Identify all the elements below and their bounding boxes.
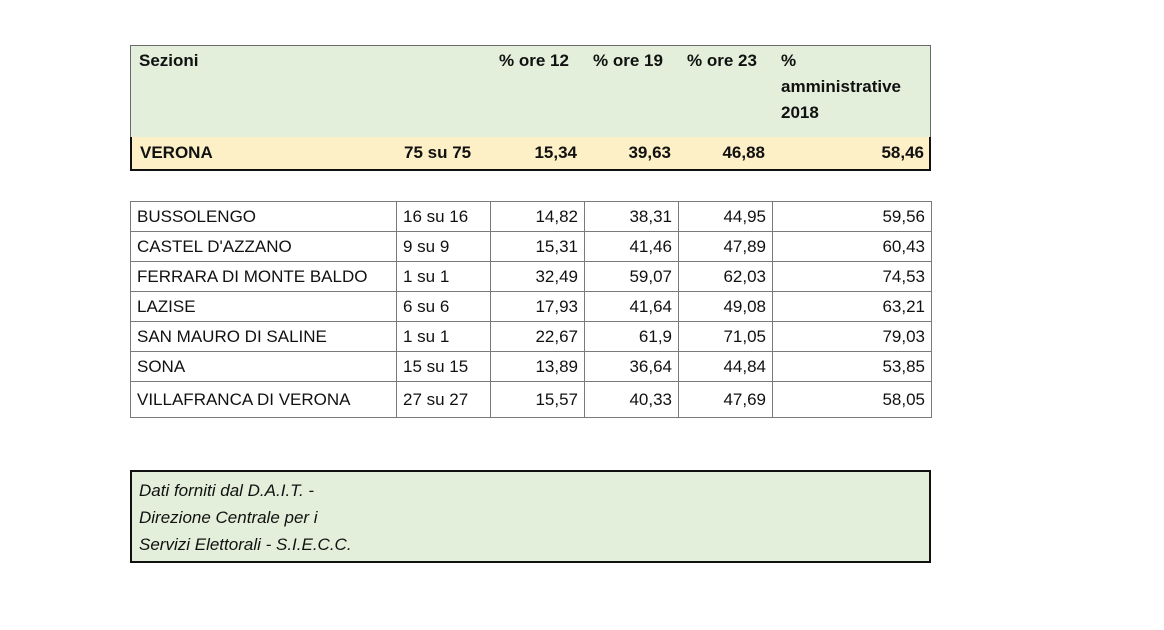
verona-ore23: 46,88 [722,143,765,162]
cell-sezioni: 1 su 1 [397,262,491,292]
cell-sezioni: 27 su 27 [397,382,491,418]
header-amm-line-2: amministrative [781,77,901,96]
cell-sezioni: 6 su 6 [397,292,491,322]
cell-amm2018: 60,43 [773,232,932,262]
verona-amm2018: 58,46 [881,143,924,162]
cell-comune: CASTEL D'AZZANO [131,232,397,262]
cell-ore12: 32,49 [491,262,585,292]
cell-ore23: 44,95 [679,202,773,232]
cell-ore12: 22,67 [491,322,585,352]
header-ore12: % ore 12 [499,51,569,70]
cell-comune: BUSSOLENGO [131,202,397,232]
cell-ore19: 38,31 [585,202,679,232]
header-ore19: % ore 19 [593,51,663,70]
verona-sezioni: 75 su 75 [404,143,472,162]
cell-amm2018: 74,53 [773,262,932,292]
cell-comune: VILLAFRANCA DI VERONA [131,382,397,418]
cell-sezioni: 9 su 9 [397,232,491,262]
table-row [131,262,932,292]
cell-ore12: 13,89 [491,352,585,382]
cell-ore19: 41,64 [585,292,679,322]
verona-ore19: 39,63 [628,143,671,162]
header-sezioni: Sezioni [139,51,199,70]
table-row [131,232,932,262]
cell-ore19: 36,64 [585,352,679,382]
header-amm-line-1: % [781,51,797,70]
table-row [131,322,932,352]
cell-sezioni: 15 su 15 [397,352,491,382]
cell-ore12: 14,82 [491,202,585,232]
cell-sezioni: 1 su 1 [397,322,491,352]
table-row [131,352,932,382]
cell-ore23: 71,05 [679,322,773,352]
verona-total-row [130,137,931,171]
cell-ore19: 59,07 [585,262,679,292]
note-line-2: Direzione Centrale per i [139,508,318,527]
source-note [130,470,931,563]
cell-ore23: 49,08 [679,292,773,322]
comuni-table-body [131,202,932,418]
cell-ore23: 44,84 [679,352,773,382]
cell-amm2018: 79,03 [773,322,932,352]
column-header-row [131,46,930,139]
cell-amm2018: 58,05 [773,382,932,418]
cell-ore23: 47,69 [679,382,773,418]
table-row [131,382,932,418]
cell-comune: FERRARA DI MONTE BALDO [131,262,397,292]
cell-ore19: 61,9 [585,322,679,352]
cell-ore19: 41,46 [585,232,679,262]
header-amministrative [781,48,901,126]
cell-amm2018: 53,85 [773,352,932,382]
cell-ore23: 62,03 [679,262,773,292]
table-row [131,292,932,322]
table-row [131,202,932,232]
note-line-1: Dati forniti dal D.A.I.T. - [139,481,315,500]
verona-name: VERONA [140,143,213,162]
cell-comune: LAZISE [131,292,397,322]
cell-ore23: 47,89 [679,232,773,262]
cell-amm2018: 59,56 [773,202,932,232]
header-amm-line-3: 2018 [781,103,819,122]
cell-comune: SONA [131,352,397,382]
note-line-3: Servizi Elettorali - S.I.E.C.C. [139,535,352,554]
cell-ore12: 17,93 [491,292,585,322]
cell-ore19: 40,33 [585,382,679,418]
verona-ore12: 15,34 [534,143,577,162]
cell-comune: SAN MAURO DI SALINE [131,322,397,352]
cell-sezioni: 16 su 16 [397,202,491,232]
cell-ore12: 15,31 [491,232,585,262]
header-ore23: % ore 23 [687,51,757,70]
comuni-table [130,201,932,418]
cell-amm2018: 63,21 [773,292,932,322]
cell-ore12: 15,57 [491,382,585,418]
header-table [130,45,931,170]
